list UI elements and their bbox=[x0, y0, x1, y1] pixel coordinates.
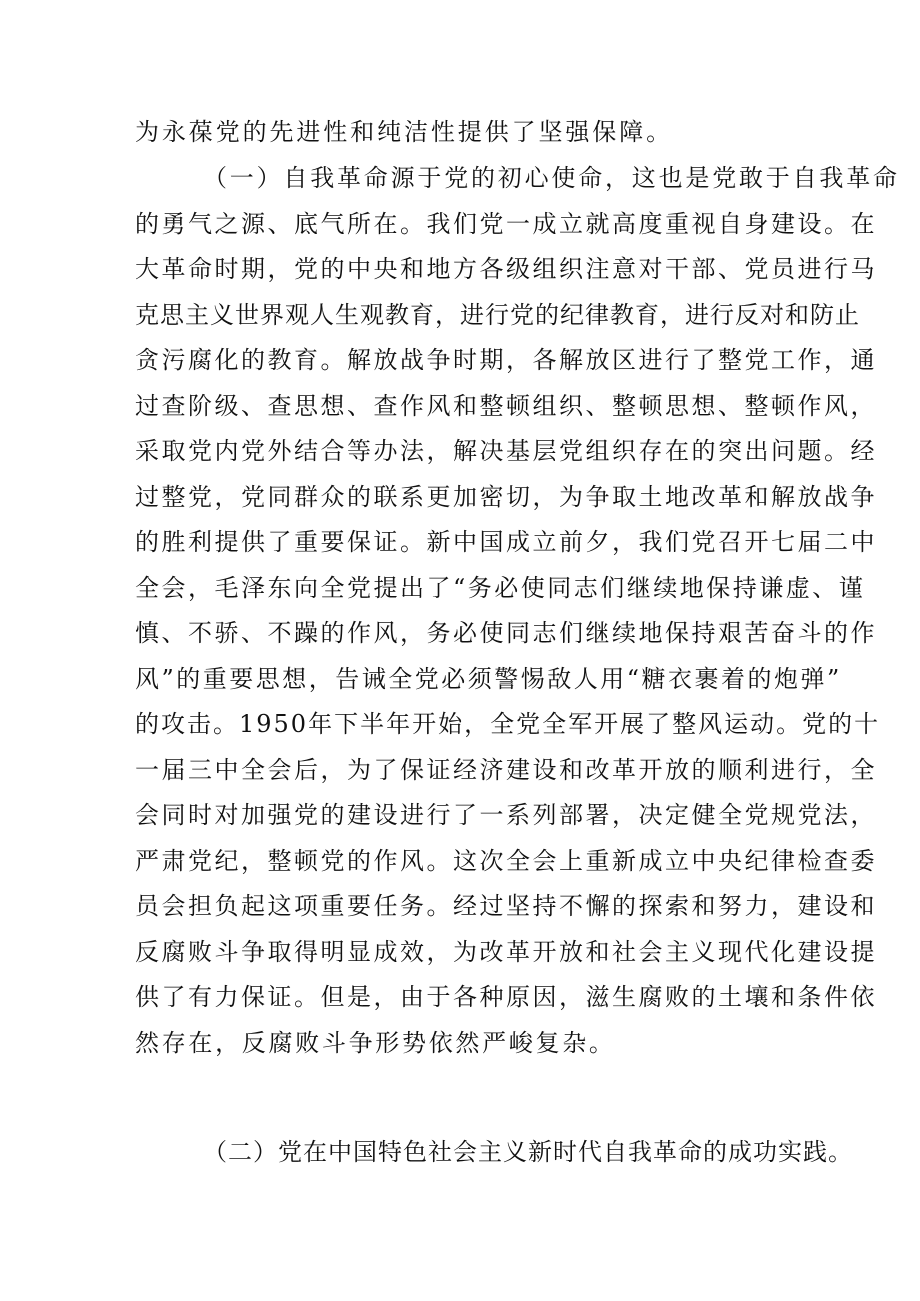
text-line: 风”的重要思想，告诫全党必须警惕敌人用“糖衣裹着的炮弹” bbox=[135, 664, 842, 693]
text-line: 会同时对加强党的建设进行了一系列部署，决定健全党规党法， bbox=[135, 801, 877, 829]
text-line: （一）自我革命源于党的初心使命，这也是党敢于自我革命 bbox=[203, 164, 900, 192]
text-line: 慎、不骄、不躁的作风，务必使同志们继续地保持艰苦奋斗的作 bbox=[135, 619, 877, 647]
text-line: 过整党，党同群众的联系更加密切，为争取土地改革和解放战争 bbox=[135, 482, 877, 511]
text-line: 采取党内党外结合等办法，解决基层党组织存在的突出问题。经 bbox=[135, 437, 877, 465]
text-line: 一届三中全会后，为了保证经济建设和改革开放的顺利进行，全 bbox=[135, 755, 877, 784]
text-line: 大革命时期，党的中央和地方各级组织注意对干部、党员进行马 bbox=[135, 255, 877, 283]
text-line: 供了有力保证。但是，由于各种原因，滋生腐败的土壤和条件依 bbox=[135, 983, 877, 1011]
text-line: 员会担负起这项重要任务。经过坚持不懈的探索和努力，建设和 bbox=[135, 892, 877, 920]
text-line: （二）党在中国特色社会主义新时代自我革命的成功实践。 bbox=[203, 1138, 853, 1166]
text-line: 贪污腐化的教育。解放战争时期，各解放区进行了整党工作，通 bbox=[135, 346, 877, 374]
text-line: 过查阶级、查思想、查作风和整顿组织、整顿思想、整顿作风， bbox=[135, 391, 877, 420]
text-line: 的勇气之源、底气所在。我们党一成立就高度重视自身建设。在 bbox=[135, 209, 877, 238]
text-line: 克思主义世界观人生观教育，进行党的纪律教育，进行反对和防止 bbox=[135, 300, 860, 329]
paragraph-2 bbox=[135, 1130, 853, 1176]
paragraph-0 bbox=[135, 110, 825, 156]
text-line: 全会，毛泽东向全党提出了“务必使同志们继续地保持谦虚、谨 bbox=[135, 573, 866, 602]
text-line: 为永葆党的先进性和纯洁性提供了坚强保障。 bbox=[135, 118, 673, 146]
text-line: 严肃党纪，整顿党的作风。这次全会上重新成立中央纪律检查委 bbox=[135, 846, 877, 875]
text-line: 反腐败斗争取得明显成效，为改革开放和社会主义现代化建设提 bbox=[135, 937, 877, 966]
paragraph-1 bbox=[135, 156, 900, 1066]
text-line: 然存在，反腐败斗争形势依然严峻复杂。 bbox=[135, 1028, 616, 1057]
text-line: 的胜利提供了重要保证。新中国成立前夕，我们党召开七届二中 bbox=[135, 528, 877, 556]
text-line: 的攻击。1950年下半年开始，全党全军开展了整风运动。党的十 bbox=[135, 710, 881, 738]
